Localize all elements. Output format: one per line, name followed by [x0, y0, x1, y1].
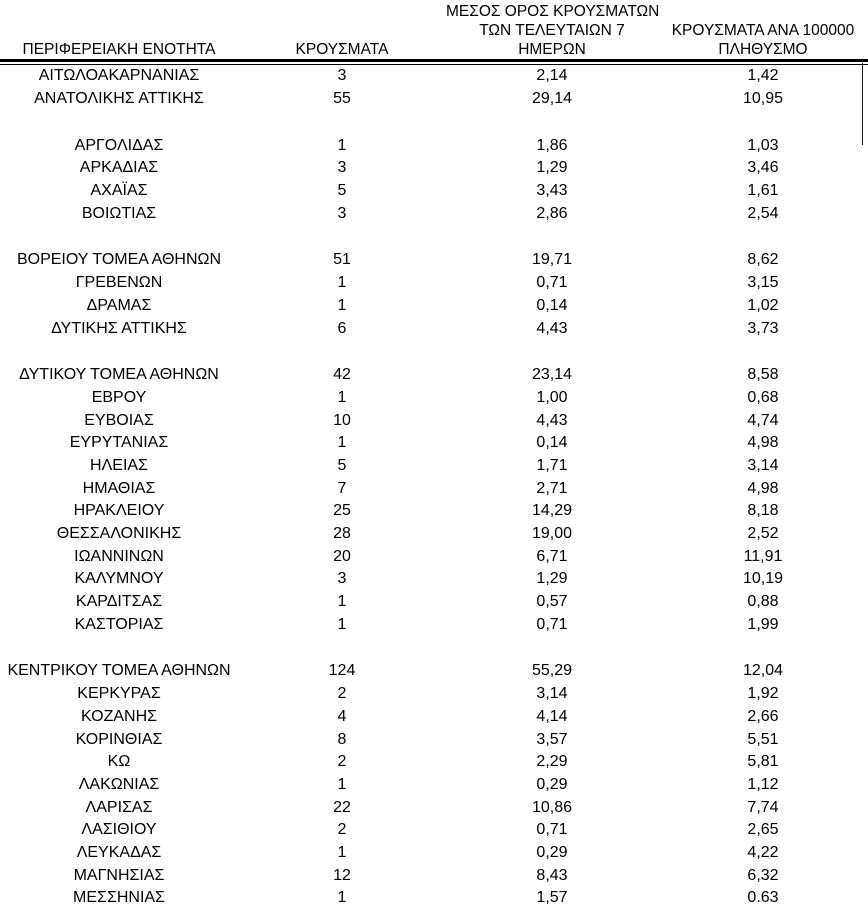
table-row	[0, 751, 868, 774]
table-row	[0, 272, 868, 295]
per100k-cell: 5,81	[747, 753, 779, 771]
region-cell: ΜΕΣΣΗΝΙΑΣ	[73, 889, 165, 907]
region-cell: ΛΑΚΩΝΙΑΣ	[78, 775, 160, 793]
region-cell: ΑΡΓΟΛΙΔΑΣ	[74, 136, 164, 154]
column-header-per100k-line2: ΠΛΗΘΥΣΜΟ	[718, 41, 808, 58]
table-row	[0, 774, 868, 797]
region-cell: ΛΑΣΙΘΙΟΥ	[81, 821, 157, 839]
column-header-cases-label: ΚΡΟΥΣΜΑΤΑ	[295, 41, 389, 58]
cases-cell: 1	[337, 388, 347, 406]
avg7-cell: 23,14	[531, 366, 573, 384]
table-row	[0, 432, 868, 455]
avg7-cell: 19,71	[531, 251, 573, 269]
avg7-cell: 1,57	[536, 889, 568, 907]
per100k-cell: 3,15	[747, 274, 779, 292]
region-cell: ΛΕΥΚΑΔΑΣ	[76, 843, 162, 861]
avg7-cell: 1,29	[536, 159, 568, 177]
table-header	[0, 0, 868, 59]
table-right-border	[862, 63, 863, 145]
avg7-cell: 0,14	[536, 296, 568, 314]
per100k-cell: 3,14	[747, 456, 779, 474]
cases-cell: 1	[337, 775, 347, 793]
avg7-cell: 2,29	[536, 753, 568, 771]
per100k-cell: 3,46	[747, 159, 779, 177]
avg7-cell: 4,43	[536, 411, 568, 429]
per100k-cell: 7,74	[747, 798, 779, 816]
region-cell: ΕΥΒΟΙΑΣ	[84, 411, 154, 429]
column-header-region	[0, 40, 238, 59]
avg7-cell: 14,29	[531, 502, 573, 520]
cases-cell: 42	[333, 366, 351, 384]
region-cell: ΜΑΓΝΗΣΙΑΣ	[73, 866, 165, 884]
cases-cell: 2	[337, 753, 347, 771]
per100k-cell: 10,19	[742, 570, 784, 588]
per100k-cell: 4,22	[747, 843, 779, 861]
cases-cell: 10	[333, 411, 351, 429]
table-row	[0, 409, 868, 432]
per100k-cell: 4,74	[747, 411, 779, 429]
per100k-cell: 1,02	[747, 296, 779, 314]
avg7-cell: 19,00	[531, 525, 573, 543]
cases-cell: 1	[337, 434, 347, 452]
cases-cell: 2	[337, 685, 347, 703]
per100k-cell: 1,12	[747, 775, 779, 793]
per100k-cell: 6,32	[747, 866, 779, 884]
per100k-cell: 4,98	[747, 434, 779, 452]
avg7-cell: 8,43	[536, 866, 568, 884]
avg7-cell: 3,14	[536, 685, 568, 703]
region-cell: ΙΩΑΝΝΙΝΩΝ	[74, 547, 164, 565]
cases-cell: 20	[333, 547, 351, 565]
cases-cell: 5	[337, 456, 347, 474]
cases-cell: 7	[337, 479, 347, 497]
table-row	[0, 568, 868, 591]
avg7-cell: 10,86	[531, 798, 573, 816]
region-cell: ΒΟΙΩΤΙΑΣ	[81, 204, 157, 222]
avg7-cell: 0,14	[536, 434, 568, 452]
avg7-cell: 0,71	[536, 274, 568, 292]
table-row	[0, 157, 868, 180]
region-cell: ΚΕΝΤΡΙΚΟΥ ΤΟΜΕΑ ΑΘΗΝΩΝ	[7, 662, 231, 680]
per100k-cell: 1,92	[747, 685, 779, 703]
table-row	[0, 683, 868, 706]
per100k-cell: 0,68	[747, 388, 779, 406]
per100k-cell: 2,65	[747, 821, 779, 839]
per100k-cell: 8,58	[747, 366, 779, 384]
cases-cell: 4	[337, 707, 347, 725]
region-cell: ΚΩ	[107, 753, 131, 771]
spacer-row	[0, 636, 868, 660]
cases-cell: 1	[337, 136, 347, 154]
column-header-per100k	[658, 21, 868, 59]
table-row	[0, 88, 868, 111]
table-row	[0, 523, 868, 546]
avg7-cell: 0,57	[536, 593, 568, 611]
table-row	[0, 591, 868, 614]
region-cell: ΚΟΡΙΝΘΙΑΣ	[75, 730, 163, 748]
region-cell: ΕΒΡΟΥ	[91, 388, 147, 406]
cases-cell: 1	[337, 593, 347, 611]
per100k-cell: 11,91	[743, 547, 783, 565]
per100k-cell: 1,42	[747, 67, 779, 85]
cases-cell: 5	[337, 182, 347, 200]
region-cell: ΔΥΤΙΚΟΥ ΤΟΜΕΑ ΑΘΗΝΩΝ	[19, 366, 219, 384]
avg7-cell: 55,29	[531, 662, 573, 680]
per100k-cell: 1,03	[747, 136, 779, 154]
cases-cell: 6	[337, 319, 347, 337]
spacer-row	[0, 340, 868, 364]
cases-cell: 3	[337, 67, 347, 85]
column-header-avg7-line3: ΗΜΕΡΩΝ	[518, 41, 586, 58]
cases-cell: 12	[333, 866, 351, 884]
cases-cell: 28	[333, 525, 351, 543]
column-header-avg7-line2: ΤΩΝ ΤΕΛΕΥΤΑΙΩΝ 7	[479, 22, 625, 39]
region-cell: ΓΡΕΒΕΝΩΝ	[75, 274, 163, 292]
cases-cell: 3	[337, 159, 347, 177]
per100k-cell: 3,73	[747, 319, 779, 337]
per100k-cell: 5,51	[747, 730, 779, 748]
table-body	[0, 65, 868, 910]
avg7-cell: 4,14	[536, 707, 568, 725]
table-row	[0, 500, 868, 523]
table-row	[0, 842, 868, 865]
cases-cell: 1	[337, 843, 347, 861]
cases-cell: 3	[337, 570, 347, 588]
region-cell: ΔΡΑΜΑΣ	[86, 296, 152, 314]
avg7-cell: 2,14	[536, 67, 568, 85]
column-header-per100k-line1: ΚΡΟΥΣΜΑΤΑ ΑΝΑ 100000	[671, 22, 855, 39]
avg7-cell: 6,71	[536, 547, 568, 565]
region-cell: ΑΧΑΪΑΣ	[90, 182, 148, 200]
table-row	[0, 202, 868, 225]
avg7-cell: 0,71	[536, 615, 568, 633]
table-row	[0, 387, 868, 410]
per100k-cell: 1,99	[747, 615, 779, 633]
table-row	[0, 455, 868, 478]
region-cell: ΑΙΤΩΛΟΑΚΑΡΝΑΝΙΑΣ	[38, 67, 200, 85]
column-header-avg7-line1: ΜΕΣΟΣ ΟΡΟΣ ΚΡΟΥΣΜΑΤΩΝ	[446, 3, 660, 20]
per100k-cell: 2,66	[747, 707, 779, 725]
avg7-cell: 4,43	[536, 319, 568, 337]
table-row	[0, 864, 868, 887]
per100k-cell: 0,88	[747, 593, 779, 611]
avg7-cell: 2,86	[536, 204, 568, 222]
cases-cell: 8	[337, 730, 347, 748]
cases-cell: 3	[337, 204, 347, 222]
cases-cell: 1	[337, 615, 347, 633]
table-row	[0, 706, 868, 729]
cases-cell: 25	[333, 502, 351, 520]
table-row	[0, 819, 868, 842]
table-row	[0, 660, 868, 683]
avg7-cell: 2,71	[536, 479, 568, 497]
table-row	[0, 65, 868, 88]
cases-cell: 2	[337, 821, 347, 839]
region-cell: ΛΑΡΙΣΑΣ	[85, 798, 153, 816]
per100k-cell: 2,54	[747, 204, 779, 222]
per100k-cell: 8,18	[747, 502, 779, 520]
avg7-cell: 1,29	[536, 570, 568, 588]
table-row	[0, 477, 868, 500]
avg7-cell: 3,43	[536, 182, 568, 200]
region-cell: ΑΝΑΤΟΛΙΚΗΣ ΑΤΤΙΚΗΣ	[34, 90, 204, 108]
table-row	[0, 887, 868, 910]
region-cell: ΚΑΛΥΜΝΟΥ	[74, 570, 164, 588]
avg7-cell: 0,71	[536, 821, 568, 839]
column-header-cases	[238, 40, 446, 59]
cases-cell: 51	[333, 251, 351, 269]
cases-cell: 22	[333, 798, 351, 816]
region-cell: ΚΑΣΤΟΡΙΑΣ	[74, 615, 164, 633]
avg7-cell: 0,29	[536, 775, 568, 793]
avg7-cell: 1,86	[536, 136, 568, 154]
region-cell: ΕΥΡΥΤΑΝΙΑΣ	[69, 434, 169, 452]
region-cell: ΑΡΚΑΔΙΑΣ	[79, 159, 159, 177]
region-cell: ΗΛΕΙΑΣ	[90, 456, 148, 474]
region-cell: ΗΜΑΘΙΑΣ	[82, 479, 156, 497]
table-row	[0, 364, 868, 387]
per100k-cell: 4,98	[747, 479, 779, 497]
table-row	[0, 317, 868, 340]
table-row	[0, 613, 868, 636]
spacer-row	[0, 225, 868, 249]
region-cell: ΒΟΡΕΙΟΥ ΤΟΜΕΑ ΑΘΗΝΩΝ	[16, 251, 222, 269]
table-row	[0, 295, 868, 318]
cases-cell: 55	[333, 90, 351, 108]
cases-cell: 124	[328, 662, 356, 680]
cases-cell: 1	[337, 889, 347, 907]
per100k-cell: 8,62	[747, 251, 779, 269]
region-cell: ΚΟΖΑΝΗΣ	[80, 707, 158, 725]
column-header-region-label: ΠΕΡΙΦΕΡΕΙΑΚΗ ΕΝΟΤΗΤΑ	[22, 41, 216, 58]
per100k-cell: 2,52	[747, 525, 779, 543]
column-header-avg7	[446, 2, 658, 59]
avg7-cell: 0,29	[536, 843, 568, 861]
avg7-cell: 1,00	[536, 388, 568, 406]
cases-cell: 1	[337, 274, 347, 292]
avg7-cell: 29,14	[531, 90, 573, 108]
avg7-cell: 1,71	[536, 456, 568, 474]
table-row	[0, 728, 868, 751]
region-cell: ΘΕΣΣΑΛΟΝΙΚΗΣ	[56, 525, 182, 543]
region-cell: ΔΥΤΙΚΗΣ ΑΤΤΙΚΗΣ	[51, 319, 187, 337]
region-cell: ΗΡΑΚΛΕΙΟΥ	[73, 502, 165, 520]
table-row	[0, 134, 868, 157]
region-cell: ΚΑΡΔΙΤΣΑΣ	[75, 593, 163, 611]
cases-cell: 1	[337, 296, 347, 314]
table-row	[0, 545, 868, 568]
per100k-cell: 12,04	[742, 662, 784, 680]
table-row	[0, 180, 868, 203]
table-row	[0, 796, 868, 819]
per100k-cell: 10,95	[742, 90, 784, 108]
avg7-cell: 3,57	[536, 730, 568, 748]
region-cell: ΚΕΡΚΥΡΑΣ	[77, 685, 161, 703]
spacer-row	[0, 110, 868, 134]
per100k-cell: 0.63	[747, 889, 779, 907]
table-row	[0, 249, 868, 272]
per100k-cell: 1,61	[747, 182, 779, 200]
